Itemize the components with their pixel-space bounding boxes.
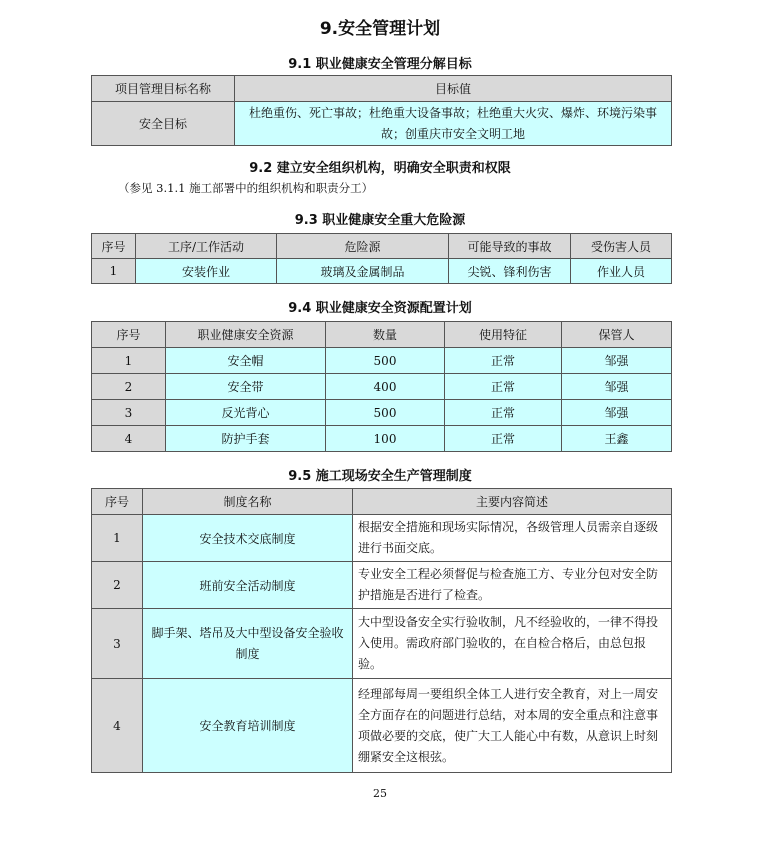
table-row <box>92 348 672 374</box>
system-cell: 4 <box>92 679 143 773</box>
table-row <box>92 679 672 773</box>
resource-cell: 2 <box>92 374 166 400</box>
table-row <box>92 562 672 609</box>
system-cell: 3 <box>92 609 143 679</box>
hazard-cell: 玻璃及金属制品 <box>277 259 449 284</box>
hazard-cell: 作业人员 <box>571 259 672 284</box>
resource-cell: 1 <box>92 348 166 374</box>
target-name-cell: 安全目标 <box>92 102 235 146</box>
hazard-cell: 尖锐、锋利伤害 <box>449 259 571 284</box>
system-cell: 脚手架、塔吊及大中型设备安全验收制度 <box>143 609 353 679</box>
resource-cell: 正常 <box>445 374 562 400</box>
system-cell: 经理部每周一要组织全体工人进行安全教育，对上一周安全方面存在的问题进行总结，对本周的安全重点和注意事项做必要的交底，使广大工人能心中有数，从意识上时刻绷紧安全这根弦。 <box>353 679 672 773</box>
system-header: 主要内容简述 <box>353 489 672 515</box>
section-heading-9-3: 9.3 职业健康安全重大危险源 <box>294 213 466 228</box>
page-title: 9.安全管理计划 <box>319 19 441 39</box>
resource-header: 保管人 <box>562 322 672 348</box>
hazard-header: 可能导致的事故 <box>449 234 571 259</box>
table-row <box>92 426 672 452</box>
resource-cell: 100 <box>326 426 445 452</box>
resource-cell: 王鑫 <box>562 426 672 452</box>
system-cell: 1 <box>92 515 143 562</box>
system-header: 序号 <box>92 489 143 515</box>
hazard-header: 危险源 <box>277 234 449 259</box>
resource-cell: 4 <box>92 426 166 452</box>
resource-cell: 正常 <box>445 400 562 426</box>
system-cell: 根据安全措施和现场实际情况，各级管理人员需亲自逐级进行书面交底。 <box>353 515 672 562</box>
page-number: 25 <box>373 787 387 800</box>
resource-cell: 500 <box>326 400 445 426</box>
section-heading-9-5: 9.5 施工现场安全生产管理制度 <box>288 469 472 484</box>
management-system-table <box>91 488 672 773</box>
system-cell: 专业安全工程必须督促与检查施工方、专业分包对安全防护措施是否进行了检查。 <box>353 562 672 609</box>
resource-header: 使用特征 <box>445 322 562 348</box>
resource-cell: 防护手套 <box>166 426 326 452</box>
resource-cell: 3 <box>92 400 166 426</box>
system-cell: 安全教育培训制度 <box>143 679 353 773</box>
resource-header: 序号 <box>92 322 166 348</box>
header-target-value: 目标值 <box>235 76 672 102</box>
target-value-cell: 杜绝重伤、死亡事故；杜绝重大设备事故；杜绝重大火灾、爆炸、环境污染事故；创重庆市安全文明工地 <box>235 102 672 146</box>
hazard-header: 序号 <box>92 234 136 259</box>
hazard-header: 受伤害人员 <box>571 234 672 259</box>
system-cell: 大中型设备安全实行验收制，凡不经验收的，一律不得投入使用。需政府部门验收的，在自检合格后，由总包报验。 <box>353 609 672 679</box>
section-note: （参见 3.1.1 施工部署中的组织机构和职责分工） <box>118 181 374 195</box>
system-cell: 班前安全活动制度 <box>143 562 353 609</box>
section-heading-9-1: 9.1 职业健康安全管理分解目标 <box>288 57 472 72</box>
resource-cell: 500 <box>326 348 445 374</box>
table-row <box>92 515 672 562</box>
section-heading-9-2: 9.2 建立安全组织机构，明确安全职责和权限 <box>249 161 511 176</box>
resource-cell: 安全带 <box>166 374 326 400</box>
hazard-table <box>91 233 672 284</box>
resource-cell: 400 <box>326 374 445 400</box>
resource-cell: 正常 <box>445 426 562 452</box>
resource-header: 数量 <box>326 322 445 348</box>
resource-cell: 邹强 <box>562 400 672 426</box>
table-row <box>92 400 672 426</box>
resource-cell: 邹强 <box>562 348 672 374</box>
hazard-cell: 安装作业 <box>136 259 277 284</box>
resource-header: 职业健康安全资源 <box>166 322 326 348</box>
resource-cell: 安全帽 <box>166 348 326 374</box>
header-target-name: 项目管理目标名称 <box>92 76 235 102</box>
section-heading-9-4: 9.4 职业健康安全资源配置计划 <box>288 301 472 316</box>
hazard-cell: 1 <box>92 259 136 284</box>
resource-cell: 反光背心 <box>166 400 326 426</box>
table-row <box>92 374 672 400</box>
system-header: 制度名称 <box>143 489 353 515</box>
resource-cell: 正常 <box>445 348 562 374</box>
table-row <box>92 259 672 284</box>
safety-target-table <box>91 75 672 146</box>
resource-cell: 邹强 <box>562 374 672 400</box>
resource-table <box>91 321 672 452</box>
hazard-header: 工序/工作活动 <box>136 234 277 259</box>
system-cell: 2 <box>92 562 143 609</box>
system-cell: 安全技术交底制度 <box>143 515 353 562</box>
table-row <box>92 609 672 679</box>
